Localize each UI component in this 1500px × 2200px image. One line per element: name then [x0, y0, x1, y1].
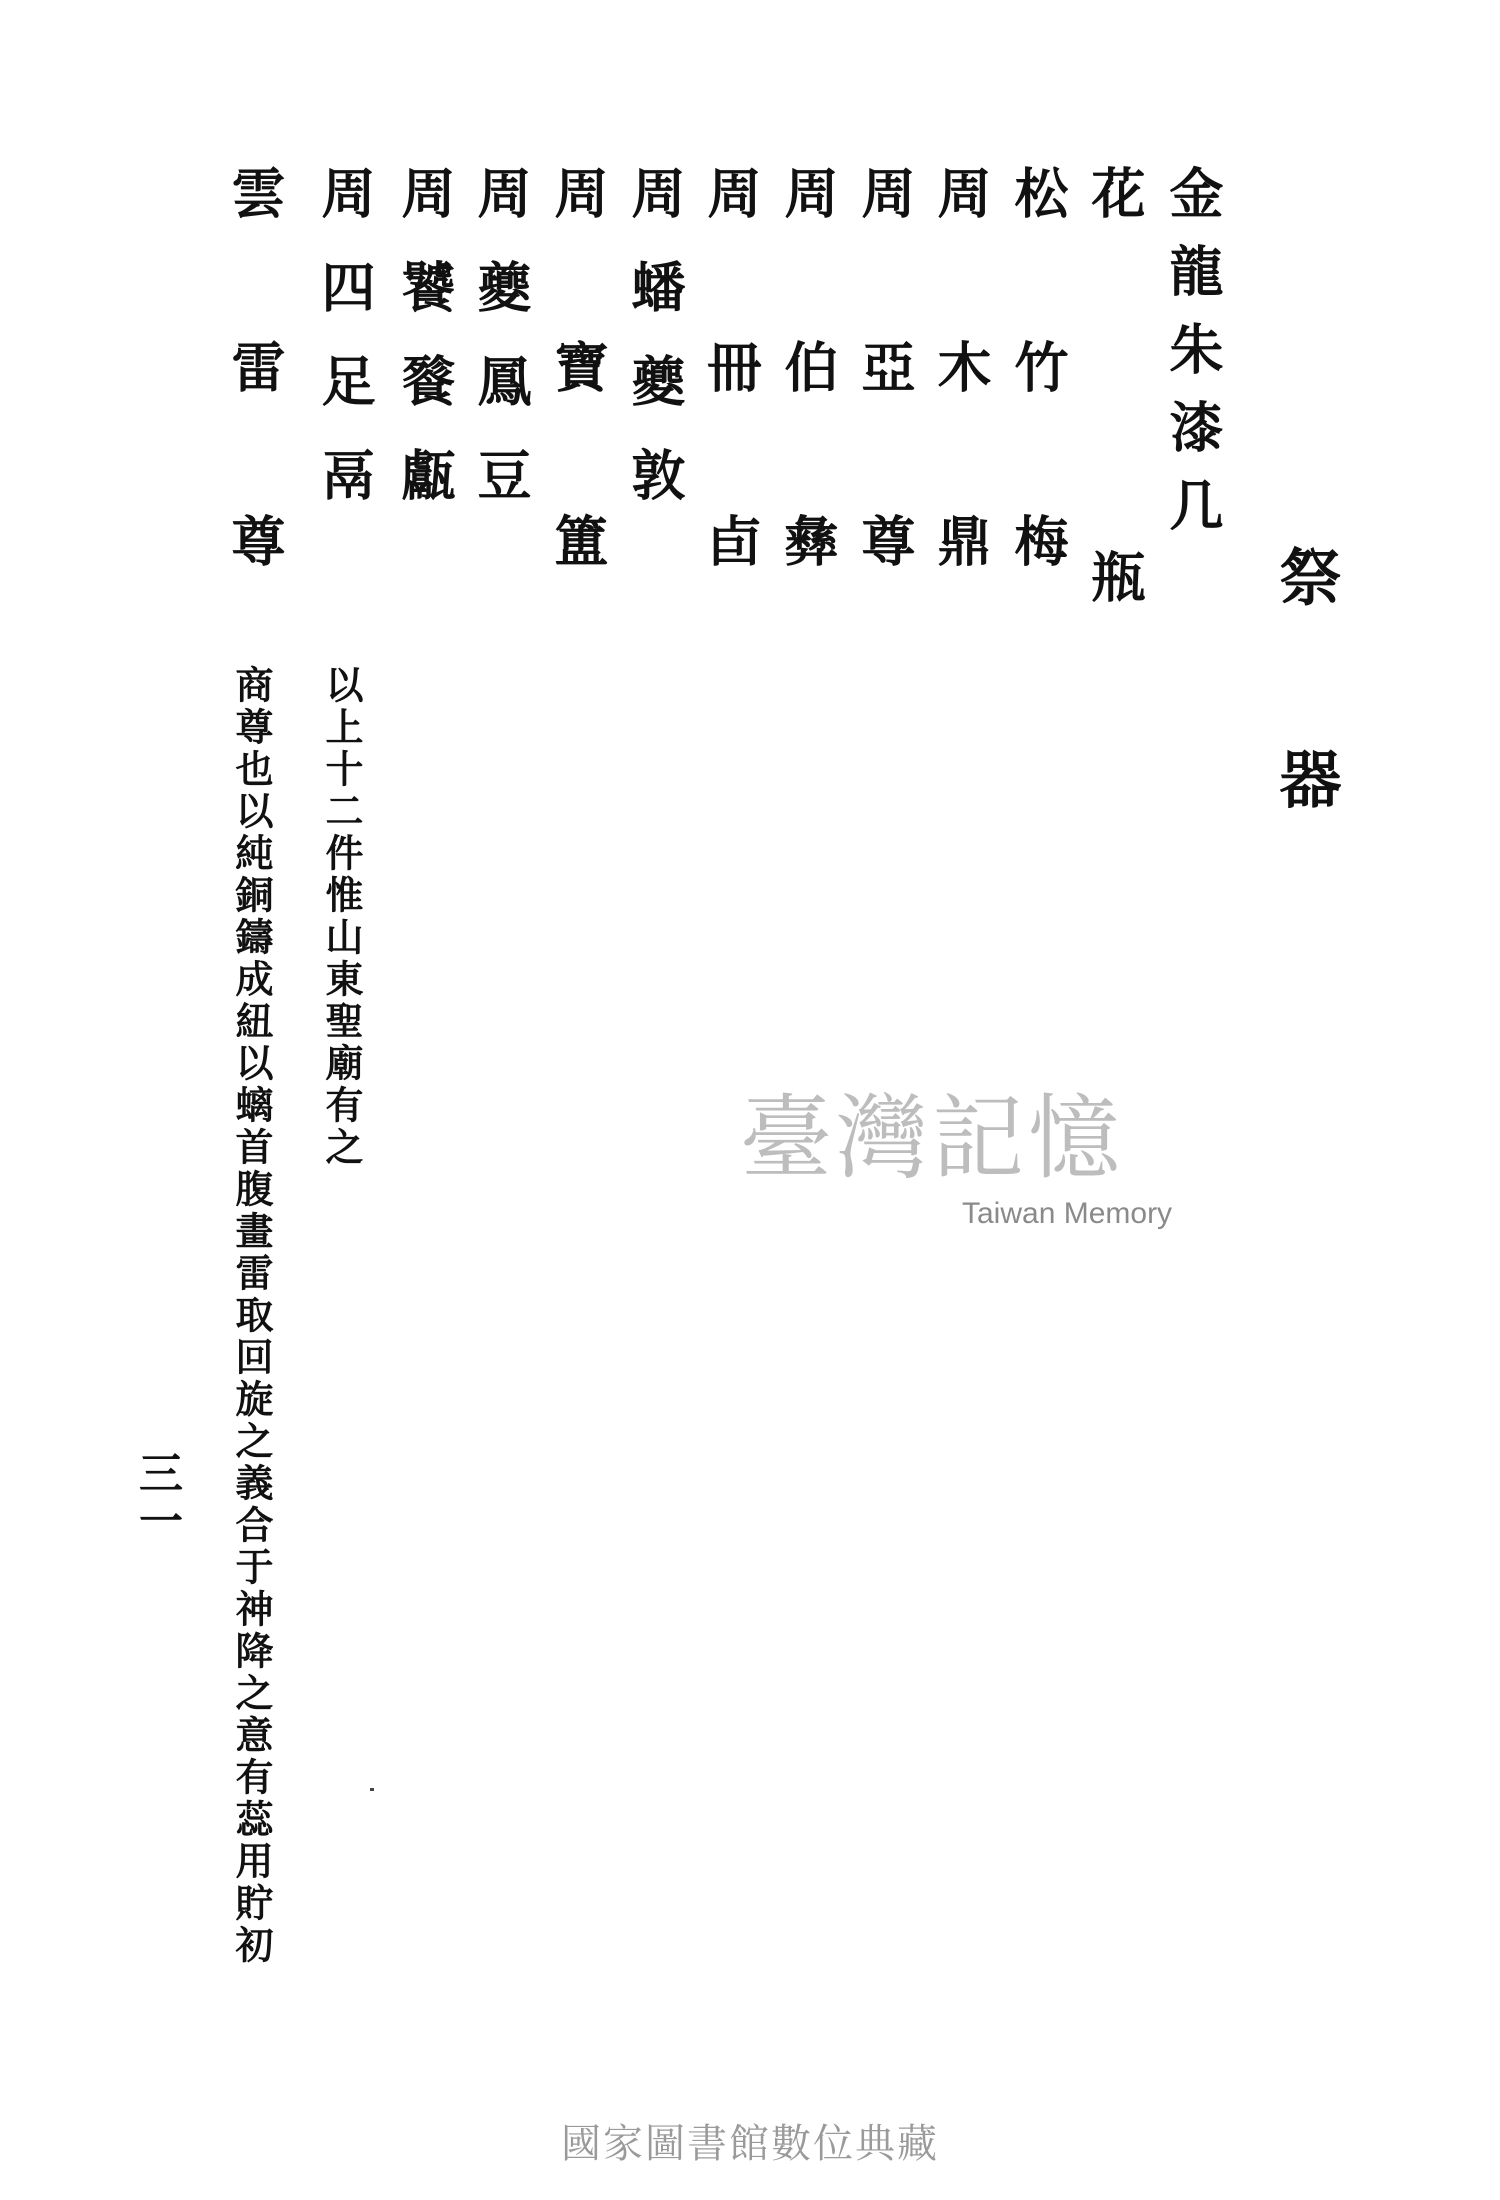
item-entry: 周木鼎: [929, 165, 993, 687]
item-entry: 周饕餮甗: [393, 165, 457, 541]
scan-speck: [370, 1788, 374, 1791]
note-twelve-items: 以上十二件惟山東聖廟有之: [319, 665, 364, 1169]
footer-credit: 國家圖書館數位典藏: [561, 2121, 939, 2167]
item-entry: 周寶簠: [546, 165, 610, 687]
item-entry: 金龍朱漆几: [1161, 165, 1225, 555]
item-entry: 周夔鳳豆: [469, 165, 533, 541]
item-entry: 花瓶: [1083, 165, 1147, 933]
item-entry: 周蟠夔敦: [623, 165, 687, 541]
item-entry: 松竹梅: [1006, 165, 1070, 687]
item-entry: 周伯彝: [776, 165, 840, 687]
item-entry: 周冊卣: [699, 165, 763, 687]
note-shang-zun: 商尊也以純銅鑄成紐以螭首腹畫雷取回旋之義合于神降之意有蕊用貯初: [229, 665, 274, 1967]
page-number: 三一: [131, 1450, 182, 1546]
watermark-subtitle: Taiwan Memory: [962, 1197, 1173, 1230]
item-entry: 周四足鬲: [313, 165, 377, 541]
watermark-logo-text: 臺灣記憶: [740, 1085, 1125, 1192]
item-entry: 雲雷尊: [223, 165, 287, 687]
item-entry: 周亞尊: [853, 165, 917, 687]
watermark: [740, 1065, 1220, 1245]
section-heading: 祭器: [1269, 545, 1342, 949]
